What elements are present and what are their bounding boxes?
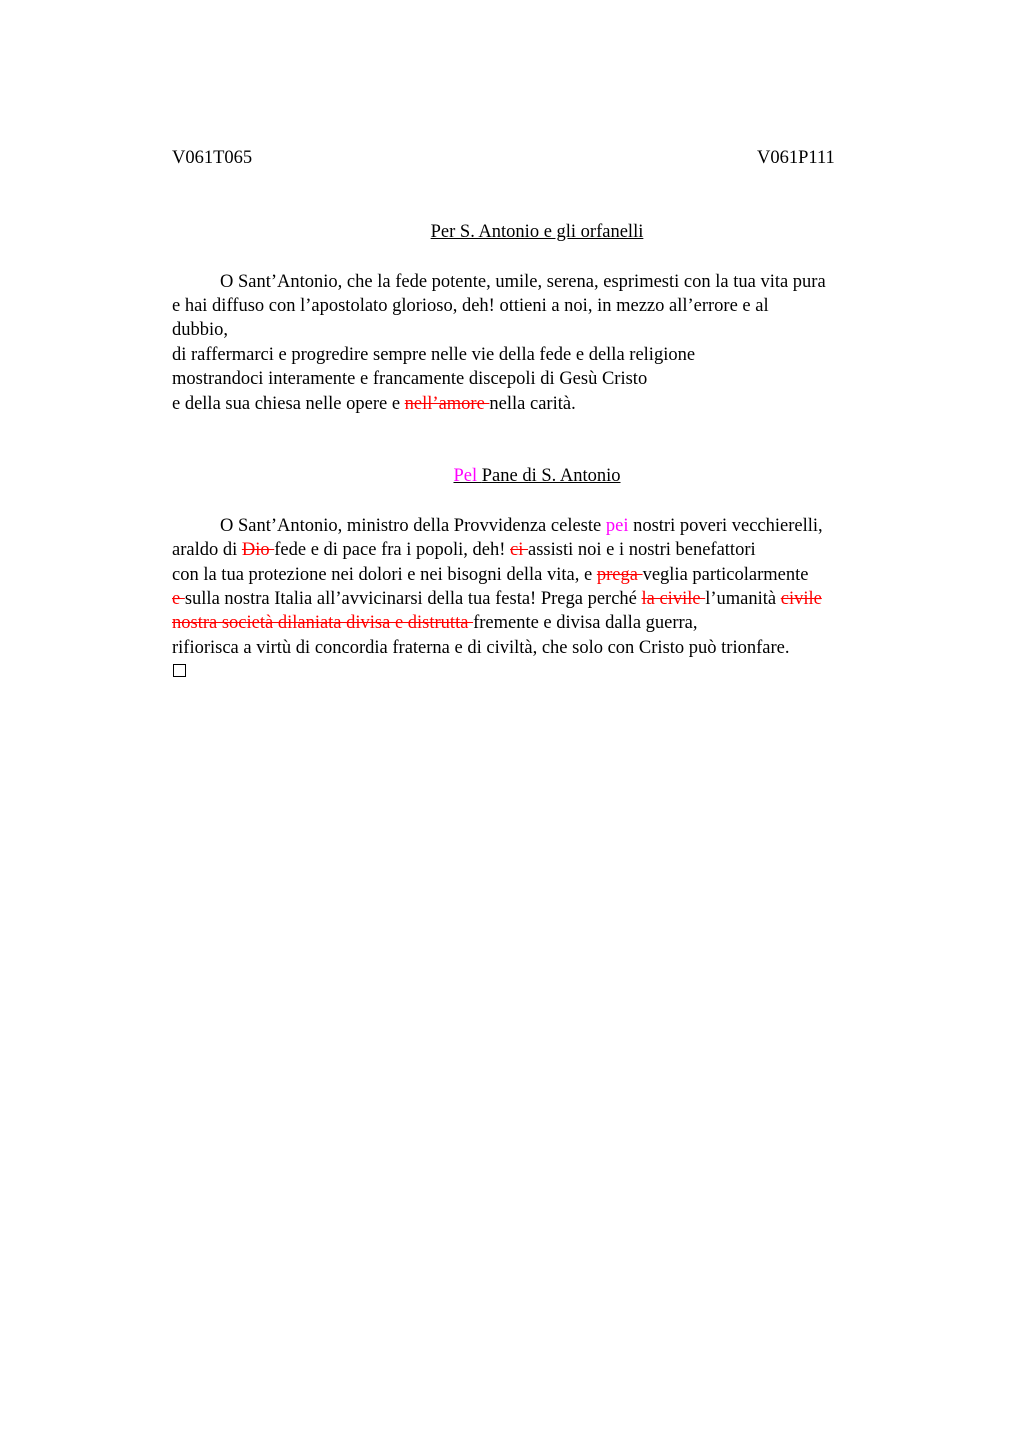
section-2-line-3 [172, 563, 808, 587]
deleted-text: civile [780, 589, 822, 609]
text-run: nostri poveri vecchierelli, [628, 516, 823, 536]
text-run: veglia particolarmente [642, 565, 809, 585]
inserted-text: Pel [453, 466, 482, 486]
deleted-text: Dio [241, 540, 275, 560]
title-text: Pane di S. Antonio [481, 466, 621, 486]
text-run: nella carità. [489, 394, 576, 414]
header-left-code: V061T065 [172, 148, 253, 168]
section-1-line-4: di raffermarci e progredire sempre nelle vie della fede e della religione [172, 345, 696, 365]
section-1-line-1: O Sant’Antonio, che la fede potente, umile, serena, esprimesti con la tua vita pura [220, 272, 826, 292]
section-1-line-5: mostrandoci interamente e francamente discepoli di Gesù Cristo [172, 369, 648, 389]
text-run: O Sant’Antonio, ministro della Provvidenza celeste [220, 516, 606, 536]
text-run: fremente e divisa dalla guerra, [473, 613, 698, 633]
section-2-title [172, 464, 902, 488]
deleted-text: e [172, 589, 185, 609]
text-run: con la tua protezione nei dolori e nei bisogni della vita, e [172, 565, 597, 585]
section-2-line-5 [172, 611, 698, 635]
deleted-text: prega [596, 565, 643, 585]
section-1-line-3: dubbio, [172, 320, 229, 340]
section-2-line-4 [172, 587, 822, 611]
text-run: sulla nostra Italia all’avvicinarsi della tua festa! Prega perché [184, 589, 642, 609]
deleted-text: nell’amore [404, 394, 490, 414]
section-1-title: Per S. Antonio e gli orfanelli [430, 222, 644, 242]
deleted-text: ci [510, 540, 529, 560]
section-2-line-1 [220, 514, 823, 538]
section-1-line-6 [172, 392, 576, 416]
text-run: assisti noi e i nostri benefattori [528, 540, 756, 560]
section-2-line-2 [172, 538, 756, 562]
section-2-line-6: rifiorisca a virtù di concordia fraterna e di civiltà, che solo con Cristo può trionfare. [172, 638, 790, 658]
text-run: l’umanità [705, 589, 781, 609]
inserted-text: pei [605, 516, 629, 536]
section-1-line-2: e hai diffuso con l’apostolato glorioso, deh! ottieni a noi, in mezzo all’errore e al [172, 296, 769, 316]
deleted-text: nostra società dilaniata divisa e distrutta [172, 613, 474, 633]
text-run: fede e di pace fra i popoli, deh! [274, 540, 511, 560]
header-right-code: V061P111 [757, 148, 835, 168]
text-run: araldo di [172, 540, 242, 560]
checkbox-square-icon [173, 664, 186, 677]
deleted-text: la civile [641, 589, 706, 609]
text-run: e della sua chiesa nelle opere e [172, 394, 405, 414]
